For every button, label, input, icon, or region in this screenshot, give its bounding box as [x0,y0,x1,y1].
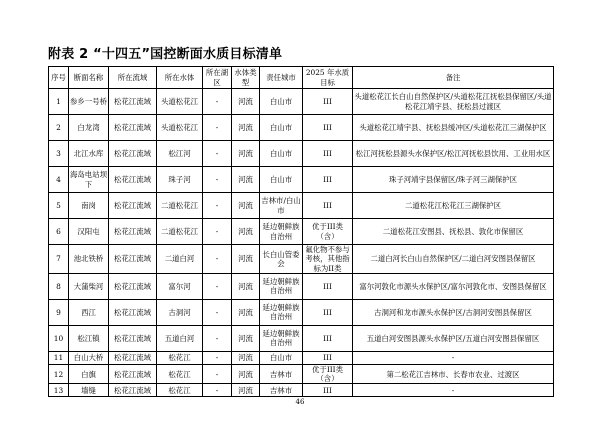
table-cell: 古洞河和龙市源头水保护区/古洞河安图县保留区 [353,299,554,325]
table-cell: 河流 [232,351,260,364]
table-cell: 11 [49,351,69,364]
table-cell: 河流 [232,245,260,274]
table-cell: 南岗 [69,193,109,219]
table-cell: - [203,193,232,219]
column-header: 所在水体 [157,67,203,89]
table-cell: 白山市 [260,167,303,193]
table-cell: 西江 [69,299,109,325]
table-cell: 五道白河安图县源头水保护区/五道白河安图县保留区 [353,325,554,351]
table-cell: 松江镇 [69,325,109,351]
table-cell: 松花江流域 [109,299,157,325]
table-cell: 池北铁桥 [69,245,109,274]
table-cell: 头道松花江长白山自然保护区/头道松花江抚松县保留区/头道松花江靖宇县、抚松县过渡区 [353,89,554,115]
table-cell: III [303,351,353,364]
table-cell: 二道松花江 [157,219,203,245]
table-cell: III [303,273,353,299]
table-cell: 富尔河 [157,273,203,299]
table-cell: 海岛电站坝下 [69,167,109,193]
column-header: 序号 [49,67,69,89]
table-cell: 松花江 [157,364,203,384]
table-cell: 珠子河 [157,167,203,193]
column-header: 2025 年水质目标 [303,67,353,89]
table-cell: 2 [49,115,69,141]
table-row [49,167,554,193]
table-cell: 延边朝鲜族自治州 [260,219,303,245]
table-cell: 白山大桥 [69,351,109,364]
table-row [49,245,554,274]
table-cell: 大蒲柴河 [69,273,109,299]
table-cell: 7 [49,245,69,274]
column-header: 备注 [353,67,554,89]
water-quality-target-table [48,66,554,397]
table-cell: 白山市 [260,141,303,167]
table-cell: 延边朝鲜族自治州 [260,273,303,299]
table-row [49,364,554,384]
table-cell: 白山市 [260,115,303,141]
table-cell: - [203,115,232,141]
table-cell: III [303,167,353,193]
table-cell: 松花江流域 [109,325,157,351]
table-row [49,325,554,351]
table-row [49,89,554,115]
table-cell: - [203,167,232,193]
table-cell: III [303,141,353,167]
table-cell: 河流 [232,384,260,397]
table-cell: - [203,245,232,274]
table-cell: 白旗 [69,364,109,384]
table-cell: III [303,384,353,397]
table-cell: 墙缝 [69,384,109,397]
table-cell: 松花江流域 [109,193,157,219]
table-cell: 松花江 [157,384,203,397]
table-cell: 头道松花江靖宇县、抚松县缓冲区/头道松花江三湖保护区 [353,115,554,141]
table-cell: 松花江流域 [109,219,157,245]
table-cell: - [203,219,232,245]
table-cell: 头道松花江 [157,89,203,115]
table-cell: - [203,351,232,364]
table-cell: 13 [49,384,69,397]
table-cell: 长白山管委会 [260,245,303,274]
table-row [49,219,554,245]
table-cell: 优于III类（含） [303,219,353,245]
table-cell: 二道松花江松花江三湖保护区 [353,193,554,219]
table-cell: 吉林市 [260,384,303,397]
table-cell: 松江河抚松县源头水保护区/松江河抚松县饮用、工业用水区 [353,141,554,167]
table-cell: 五道白河 [157,325,203,351]
table-cell: 珠子河靖宇县保留区/珠子河三湖保护区 [353,167,554,193]
table-cell: 河流 [232,167,260,193]
table-cell: 12 [49,364,69,384]
table-cell: 北江水库 [69,141,109,167]
table-cell: III [303,115,353,141]
table-cell: 二道松花江安图县、抚松县、敦化市保留区 [353,219,554,245]
table-cell: 富尔河敦化市源头水保护区/富尔河敦化市、安图县保留区 [353,273,554,299]
table-cell: - [203,273,232,299]
table-cell: 4 [49,167,69,193]
table-cell: 延边朝鲜族自治州 [260,299,303,325]
table-cell: - [353,384,554,397]
table-row [49,141,554,167]
table-cell: - [203,141,232,167]
table-cell: 吉林市 [260,364,303,384]
table-cell: 第二松花江吉林市、长春市农业、过渡区 [353,364,554,384]
table-cell: 河流 [232,141,260,167]
table-cell: 古洞河 [157,299,203,325]
table-cell: 松花江流域 [109,245,157,274]
table-cell: 头道松花江 [157,115,203,141]
table-cell: 二道白河长白山自然保护区/二道白河安图县保留区 [353,245,554,274]
table-cell: 松花江流域 [109,141,157,167]
table-cell: 9 [49,299,69,325]
table-cell: 优于III类（含） [303,364,353,384]
table-cell: 白龙湾 [69,115,109,141]
page-number: 46 [295,398,305,406]
table-cell: 吉林市/白山市 [260,193,303,219]
table-cell: 白山市 [260,89,303,115]
table-cell: 河流 [232,193,260,219]
table-cell: - [203,325,232,351]
table-cell: 河流 [232,273,260,299]
table-cell: 白山市 [260,351,303,364]
table-cell: 松花江流域 [109,364,157,384]
table-row [49,384,554,397]
table-row [49,299,554,325]
table-cell: 10 [49,325,69,351]
table-row [49,351,554,364]
table-cell: 延边朝鲜族自治州 [260,325,303,351]
table-row [49,193,554,219]
table-cell: 松花江流域 [109,384,157,397]
column-header: 水体类型 [232,67,260,89]
table-cell: 松花江流域 [109,351,157,364]
table-cell: 松花江流域 [109,89,157,115]
table-cell: III [303,325,353,351]
table-cell: 3 [49,141,69,167]
column-header: 断面名称 [69,67,109,89]
table-cell: 河流 [232,299,260,325]
table-cell: 河流 [232,325,260,351]
table-cell: 汉阳屯 [69,219,109,245]
table-cell: 5 [49,193,69,219]
table-cell: 1 [49,89,69,115]
table-cell: 松花江流域 [109,167,157,193]
table-cell: - [203,89,232,115]
table-cell: 6 [49,219,69,245]
table-header-row [49,67,554,89]
table-cell: - [203,364,232,384]
table-cell: 氟化物不参与考核，其他指标为II类 [303,245,353,274]
table-cell: III [303,89,353,115]
table-cell: 二道白河 [157,245,203,274]
table-cell: 河流 [232,364,260,384]
table-cell: - [203,384,232,397]
table-cell: - [203,299,232,325]
table-cell: 河流 [232,219,260,245]
table-cell: 河流 [232,115,260,141]
table-cell: - [353,351,554,364]
page-title: 附表 2 “十四五”国控断面水质目标清单 [48,47,283,62]
table-cell: 8 [49,273,69,299]
table-cell: III [303,299,353,325]
column-header: 所在流域 [109,67,157,89]
table-row [49,115,554,141]
column-header: 所在湖区 [203,67,232,89]
table-cell: 参乡一号桥 [69,89,109,115]
column-header: 责任城市 [260,67,303,89]
table-cell: 河流 [232,89,260,115]
table-cell: 松江河 [157,141,203,167]
table-cell: 松花江流域 [109,273,157,299]
table-row [49,273,554,299]
table-cell: 二道松花江 [157,193,203,219]
table-cell: III [303,193,353,219]
table-cell: 松花江 [157,351,203,364]
table-cell: 松花江流域 [109,115,157,141]
